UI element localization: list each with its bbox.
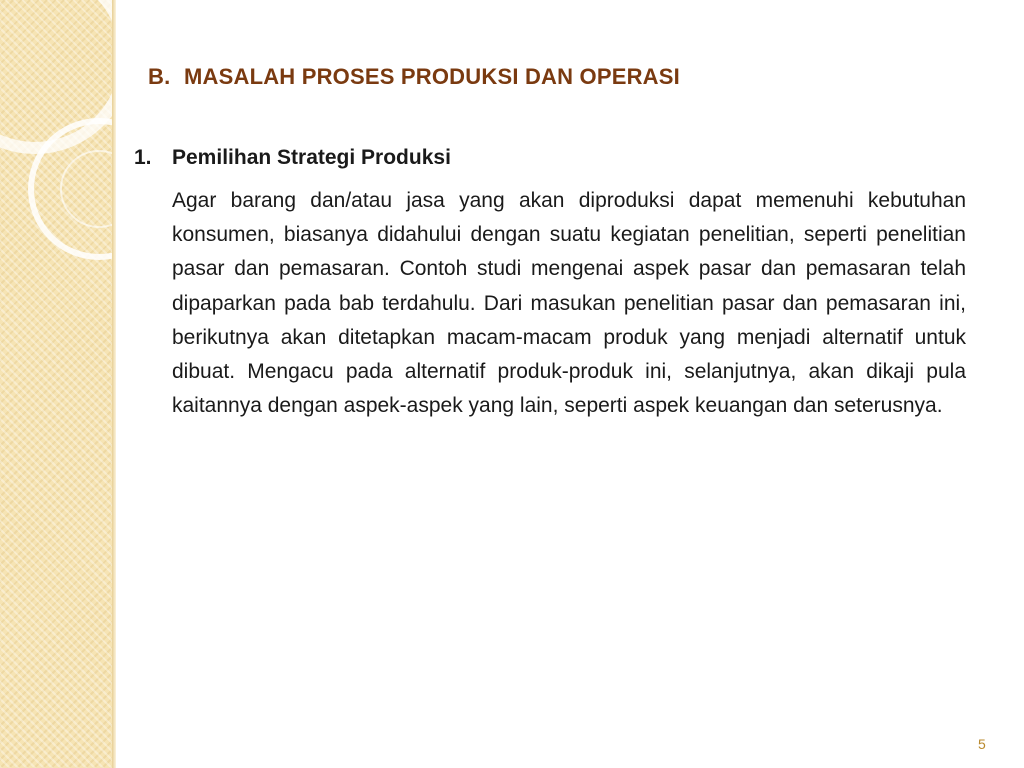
section-letter: B. [148,64,171,89]
subsection-heading [134,146,451,170]
decorative-sidebar [0,0,112,768]
subsection-title: Pemilihan Strategi Produksi [172,146,451,169]
subsection-number: 1. [134,146,152,169]
page-number: 5 [978,736,986,752]
body-paragraph: Agar barang dan/atau jasa yang akan diproduksi dapat memenuhi kebutuhan konsumen, biasanya didahului dengan suatu kegiatan penelitian, seperti penelitian pasar dan pemasaran. Contoh studi mengenai aspek pasar dan pemasaran telah dipaparkan pada bab terdahulu. Dari masukan penelitian pasar dan pemasaran ini, berikutnya akan ditetapkan macam-macam produk yang menjadi alternatif untuk dibuat. Mengacu pada alternatif produk-produk ini, selanjutnya, akan dikaji pula kaitannya dengan aspek-aspek yang lain, seperti aspek keuangan dan seterusnya. [172,189,966,418]
sidebar-edge [112,0,116,768]
section-title: MASALAH PROSES PRODUKSI DAN OPERASI [184,64,680,89]
slide-content [120,0,1024,768]
section-heading [148,64,680,90]
